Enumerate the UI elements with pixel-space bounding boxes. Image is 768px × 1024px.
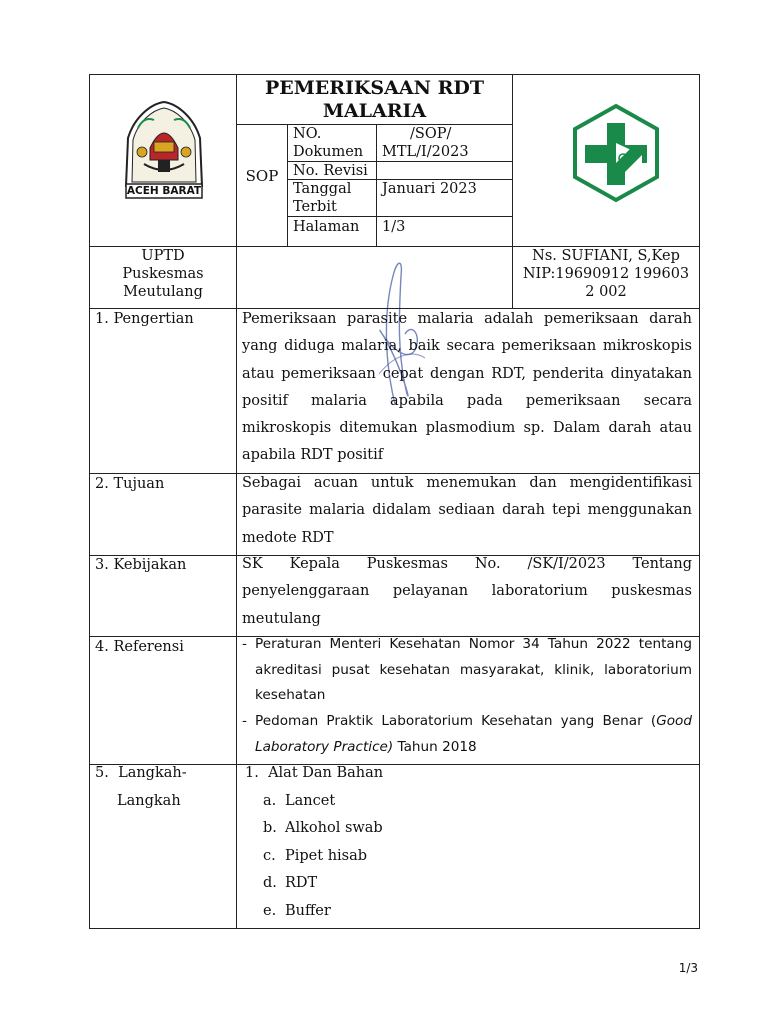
halaman-value: 1/3 [382,219,406,235]
referensi-label [95,638,184,656]
alat-bahan-list [245,788,685,926]
langkah-content [245,760,685,926]
tanggal-label-line1: Tanggal [293,181,352,197]
org-name [90,247,236,301]
referensi-item-2-pre: Pedoman Praktik Laboratorium Kesehatan yang Benar ( [255,713,657,729]
tanggal-terbit-value: Januari 2023 [382,181,477,197]
no-dokumen-label-line1: NO. [293,126,322,142]
tanggal-terbit-label [293,180,351,216]
pengertian-number: 1. [95,311,109,327]
bullet-dash: - [242,713,247,729]
referensi-label-text: Referensi [113,639,184,655]
no-dokumen-value [382,125,510,161]
aceh-barat-crest [120,98,208,202]
official-nip-line-1: NIP:19690912 199603 [522,266,690,283]
puskesmas-logo [570,103,662,203]
list-item: b. Alkohol swab [263,820,383,837]
kebijakan-label [95,556,186,574]
official-info [513,247,699,301]
langkah-heading-text: Alat Dan Bahan [268,765,384,781]
list-item: a. Lancet [263,792,336,809]
page-number: 1/3 [678,961,698,975]
title-line-2: MALARIA [322,99,427,122]
kebijakan-number: 3. [95,557,109,573]
official-name: Ns. SUFIANI, S,Kep [532,248,680,264]
langkah-heading [245,760,685,788]
sop-label: SOP [245,167,279,185]
document-title [238,77,511,123]
no-dokumen-label [293,125,363,161]
org-line-1: UPTD [141,248,185,264]
kebijakan-text: SK Kepala Puskesmas No. /SK/I/2023 Tentang penyelenggaraan pelayanan laboratorium puskesmas meutulang [242,556,692,627]
no-dokumen-value-line1: /SOP/ [410,126,452,142]
referensi-item-1-text: Peraturan Menteri Kesehatan Nomor 34 Tahun 2022 tentang akreditasi pusat kesehatan masyarakat, klinik, laboratorium kesehatan [255,636,692,704]
referensi-item-2-italic: Good Laboratory Practice) [255,713,692,755]
list-item: c. Pipet hisab [263,847,368,864]
langkah-heading-number: 1. [245,765,259,781]
org-line-3: Meutulang [123,284,203,301]
title-line-1: PEMERIKSAAN RDT [264,77,485,99]
referensi-item-1 [242,632,692,709]
referensi-item-2 [242,709,692,760]
halaman-label: Halaman [293,219,360,235]
tujuan-label [95,475,164,493]
langkah-label-line1: Langkah- [118,765,187,781]
langkah-label-line2: Langkah [117,792,181,809]
referensi-item-2-post: Tahun 2018 [393,738,477,755]
no-dokumen-label-line2: Dokumen [293,144,364,161]
kebijakan-label-text: Kebijakan [113,557,187,573]
bullet-dash: - [242,636,247,652]
no-dokumen-value-line2: MTL/I/2023 [382,144,469,161]
puskesmas-cross-icon [570,103,662,203]
pengertian-text: Pemeriksaan parasite malaria adalah pemeriksaan darah yang diduga malaria, baik secara pemeriksaan mikroskopis atau pemeriksaan cepat dengan RDT, penderita dinyatakan positif malaria apabila pada pemeriksaan secara mikroskopis ditemukan plasmodium sp. Dalam darah atau apabila RDT positif [242,311,692,464]
tujuan-number: 2. [95,476,109,492]
tujuan-label-text: Tujuan [113,476,165,492]
crest-label: ACEH BARAT [126,185,202,197]
langkah-number: 5. [95,765,109,781]
no-revisi-label: No. Revisi [293,163,368,179]
referensi-number: 4. [95,639,109,655]
pengertian-label-text: Pengertian [113,311,194,327]
pengertian-label [95,310,194,328]
langkah-label [95,760,187,815]
official-nip-line-2: 2 002 [585,284,627,301]
tanggal-label-line2: Terbit [293,199,337,216]
list-item: d. RDT [263,875,318,892]
org-line-2: Puskesmas [122,266,204,283]
tujuan-text: Sebagai acuan untuk menemukan dan mengidentifikasi parasite malaria didalam sediaan darah tepi menggunakan medote RDT [242,475,692,546]
pengertian-label-cell [89,308,237,474]
list-item: e. Buffer [263,902,331,919]
referensi-item-2-text [255,709,692,760]
